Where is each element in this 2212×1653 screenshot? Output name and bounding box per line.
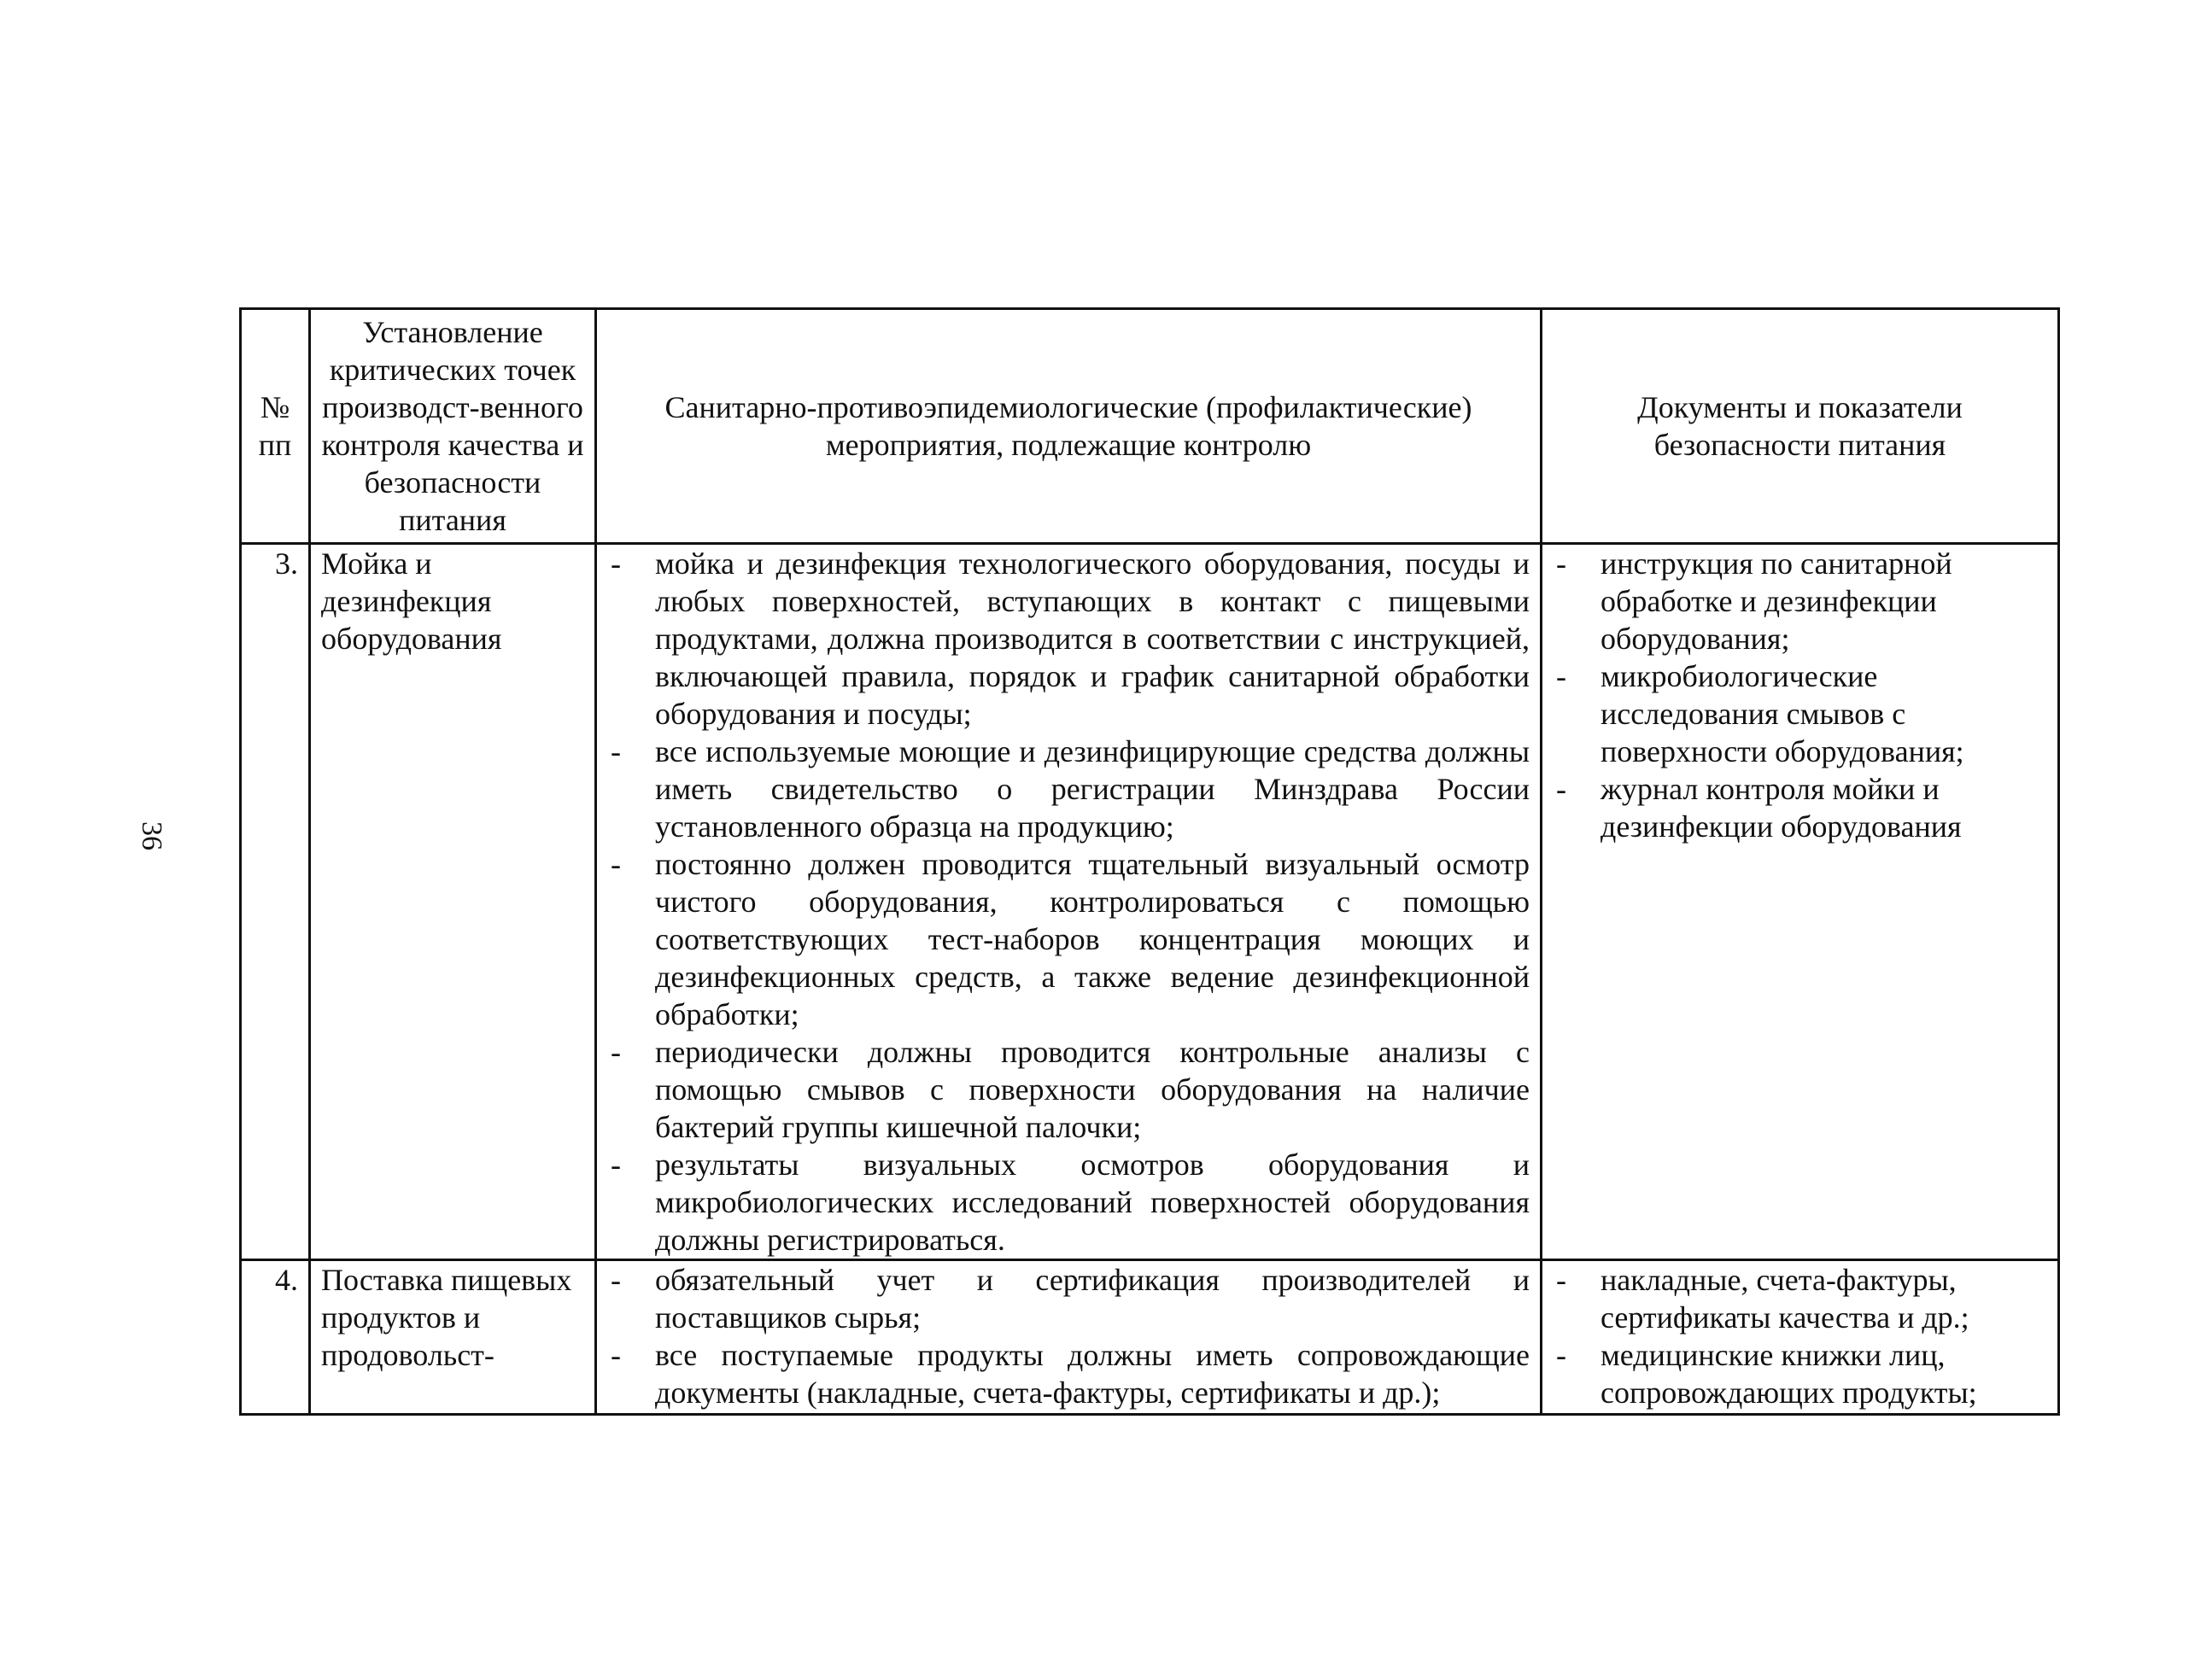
table-row [241, 544, 2059, 1260]
list-item: - накладные, счета-фактуры, сертификаты качества и др.; [1553, 1261, 2047, 1336]
measures-cell [596, 544, 1542, 1260]
critical-point-cell: Поставка пищевых продуктов и продовольст- [310, 1260, 596, 1415]
documents-cell [1542, 544, 2059, 1260]
list-item: - мойка и дезинфекция технологического оборудования, посуды и любых поверхностей, вступающих в контакт с пищевыми продуктами, должна производится в соответствии с инструкцией, включающей правила, порядок и график санитарной обработки оборудования и посуды; [607, 545, 1530, 733]
list-item: - медицинские книжки лиц, сопровождающих продукты; [1553, 1336, 2047, 1411]
food-safety-control-table [239, 307, 2060, 1416]
list-item: - результаты визуальных осмотров оборудования и микробиологических исследований поверхностей оборудования должны регистрироваться. [607, 1146, 1530, 1259]
row-number: 4. [241, 1260, 310, 1415]
header-number: № пп [241, 309, 310, 544]
header-critical-point: Установление критических точек производст-венного контроля качества и безопасности питания [310, 309, 596, 544]
row-number: 3. [241, 544, 310, 1260]
table-header-row [241, 309, 2059, 544]
critical-point-cell: Мойка и дезинфекция оборудования [310, 544, 596, 1260]
page-number: 36 [136, 821, 167, 850]
list-item: - периодически должны проводится контрольные анализы с помощью смывов с поверхности оборудования на наличие бактерий группы кишечной палочки; [607, 1033, 1530, 1146]
list-item: - все поступаемые продукты должны иметь сопровождающие документы (накладные, счета-фактуры, сертификаты и др.); [607, 1336, 1530, 1411]
header-measures: Санитарно-противоэпидемиологические (профилактические) мероприятия, подлежащие контролю [596, 309, 1542, 544]
list-item: - журнал контроля мойки и дезинфекции оборудования [1553, 770, 2047, 845]
table-row [241, 1260, 2059, 1415]
list-item: - все используемые моющие и дезинфицирующие средства должны иметь свидетельство о регистрации Минздрава России установленного образца на продукцию; [607, 733, 1530, 845]
header-documents: Документы и показатели безопасности питания [1542, 309, 2059, 544]
list-item: - микробиологические исследования смывов с поверхности оборудования; [1553, 657, 2047, 770]
measures-cell [596, 1260, 1542, 1415]
list-item: - обязательный учет и сертификация производителей и поставщиков сырья; [607, 1261, 1530, 1336]
list-item: - инструкция по санитарной обработке и дезинфекции оборудования; [1553, 545, 2047, 657]
documents-cell [1542, 1260, 2059, 1415]
list-item: - постоянно должен проводится тщательный визуальный осмотр чистого оборудования, контролироваться с помощью соответствующих тест-наборов концентрация моющих и дезинфекционных средств, а также ведение дезинфекционной обработки; [607, 845, 1530, 1033]
